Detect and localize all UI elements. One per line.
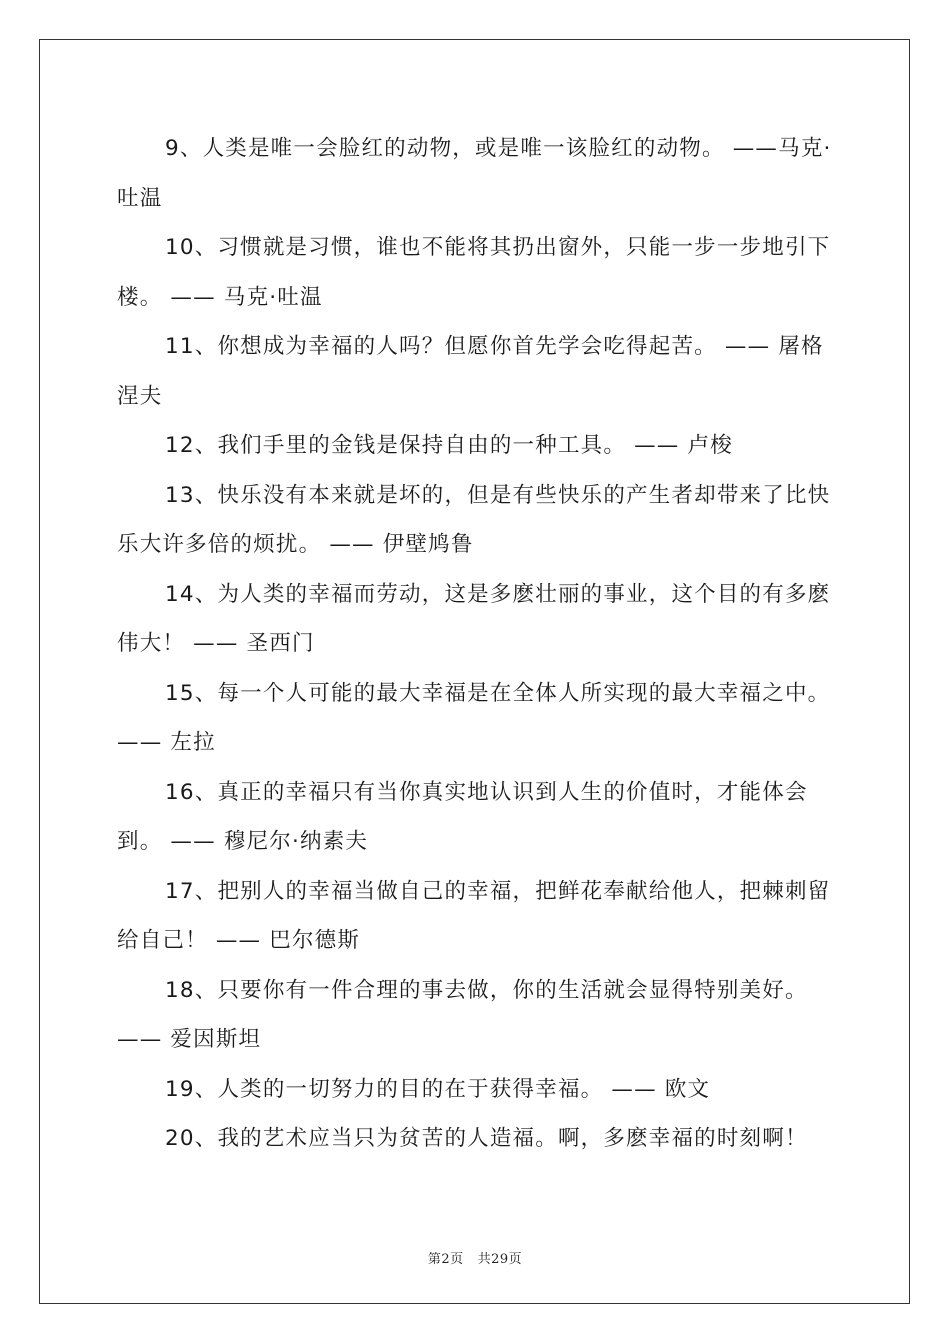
page-total: 共29页	[477, 1252, 523, 1267]
quote-paragraph-18: 18、只要你有一件合理的事去做，你的生活就会显得特别美好。 —— 爱因斯坦	[117, 977, 808, 1052]
quote-paragraph-13: 13、快乐没有本来就是坏的，但是有些快乐的产生者却带来了比快乐大许多倍的烦扰。 —— 伊壁鸠鲁	[117, 482, 831, 557]
quote-paragraph-10: 10、习惯就是习惯，谁也不能将其扔出窗外，只能一步一步地引下楼。 —— 马克·吐温	[117, 235, 831, 310]
quote-paragraph-14: 14、为人类的幸福而劳动，这是多麽壮丽的事业，这个目的有多麽伟大！ —— 圣西门	[117, 581, 831, 656]
quote-paragraph-20: 20、我的艺术应当只为贫苦的人造福。啊，多麽幸福的时刻啊！	[165, 1126, 808, 1151]
quote-paragraph-15: 15、每一个人可能的最大幸福是在全体人所实现的最大幸福之中。 —— 左拉	[117, 680, 831, 755]
quote-paragraph-9: 9、人类是唯一会脸红的动物，或是唯一该脸红的动物。 ——马克·吐温	[117, 136, 832, 211]
quote-paragraph-19: 19、人类的一切努力的目的在于获得幸福。 —— 欧文	[165, 1076, 711, 1102]
quote-paragraph-17: 17、把别人的幸福当做自己的幸福，把鲜花奉献给他人，把棘刺留给自己！ —— 巴尔德斯	[117, 878, 831, 953]
page-footer	[0, 1248, 950, 1267]
quote-paragraph-12: 12、我们手里的金钱是保持自由的一种工具。 —— 卢梭	[165, 433, 733, 458]
document-body	[117, 124, 842, 1164]
page-number: 第2页	[427, 1252, 464, 1267]
quote-paragraph-11: 11、你想成为幸福的人吗？但愿你首先学会吃得起苦。 —— 屠格涅夫	[117, 334, 824, 409]
quote-paragraph-16: 16、真正的幸福只有当你真实地认识到人生的价值时，才能体会到。 —— 穆尼尔·纳素夫	[117, 779, 808, 854]
